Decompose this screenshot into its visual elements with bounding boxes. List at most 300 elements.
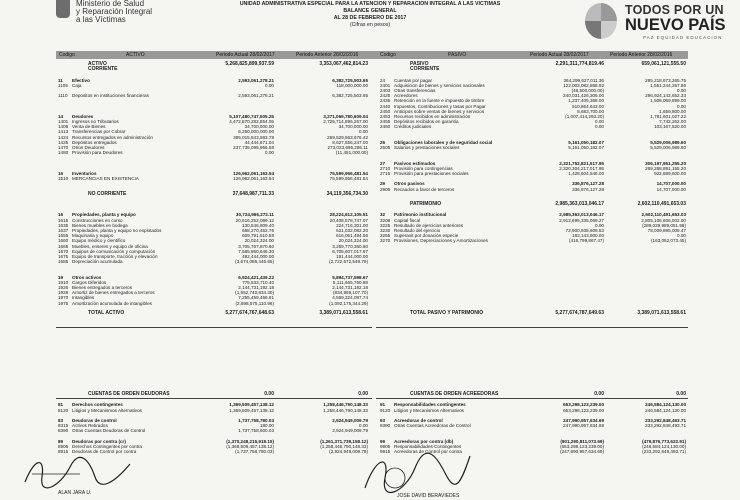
previous-period-value: (233,292,649,493.71) bbox=[642, 449, 686, 455]
account-name: Otros Deudores bbox=[72, 145, 105, 150]
previous-period-value: 2,924,949,009.79 bbox=[332, 428, 368, 434]
account-name: Activos Retirados bbox=[72, 423, 108, 429]
previous-period-value: 2,144,731,192.18 bbox=[332, 285, 368, 291]
current-period-value: 364,299,627,011.36 bbox=[563, 77, 604, 83]
previous-period-value: 521,032,082.20 bbox=[336, 228, 368, 233]
previous-period-value: 3,389,071,613,558.61 bbox=[637, 310, 686, 316]
previous-period-value: 1,508,069,899.00 bbox=[650, 98, 686, 104]
account-name: Maquinaria y equipo bbox=[72, 233, 114, 239]
account-code: 19 bbox=[58, 274, 64, 280]
account-name: Propiedades, planta y equipo bbox=[72, 212, 136, 218]
account-code: 2460 bbox=[380, 124, 391, 130]
account-code: 8905 bbox=[58, 443, 69, 449]
account-name: Equipo médico y científico bbox=[72, 238, 126, 244]
account-code: 2436 bbox=[380, 98, 391, 104]
previous-period-value: 191,444,000.00 bbox=[336, 253, 368, 259]
account-code: 1660 bbox=[58, 238, 69, 244]
account-name: Acreedoras de Control por contra bbox=[394, 449, 462, 455]
current-period-value: 30,724,966,272.11 bbox=[235, 212, 274, 218]
current-period-value: 122,003,082,868.92 bbox=[563, 82, 604, 88]
previous-period-value: 5,529,006,989.60 bbox=[650, 139, 686, 145]
previous-period-value: 75,599,956,481.54 bbox=[329, 170, 368, 176]
account-name: Caja bbox=[72, 82, 82, 88]
account-code: 1413 bbox=[58, 129, 69, 135]
liabilities-code-header: Codigo bbox=[380, 52, 396, 58]
account-code: 32 bbox=[380, 212, 386, 218]
current-period-value: (247,990,957,634.69) bbox=[560, 449, 604, 455]
current-period-value: 44,444,671.04 bbox=[244, 139, 274, 145]
assets-name-header: ACTIVO bbox=[126, 52, 145, 58]
current-period-value: 247,990,957,634.69 bbox=[563, 423, 604, 429]
account-code: 1637 bbox=[58, 228, 69, 233]
current-period-value: 1,237,405,368.00 bbox=[568, 98, 604, 104]
previous-period-value: 7,742,262.00 bbox=[659, 119, 686, 125]
account-name: Resultado de ejercicios anteriores bbox=[394, 222, 464, 228]
account-code: 2715 bbox=[380, 170, 391, 176]
current-period-value: 0.00 bbox=[595, 119, 604, 125]
account-name: NO CORRIENTE bbox=[88, 190, 127, 197]
account-name: Bienes muebles en bodega bbox=[72, 222, 128, 228]
current-period-value: 653,298,123,239.00 bbox=[563, 402, 604, 408]
current-period-value: 72,900,935,608.53 bbox=[565, 228, 604, 233]
account-name: Cargos Diferidos bbox=[72, 279, 107, 285]
previous-period-value: 3,271,069,780,609.04 bbox=[323, 113, 368, 119]
previous-period-value: 1,258,446,790,148.33 bbox=[323, 402, 368, 408]
current-period-value: 2,593,061,278.21 bbox=[238, 93, 274, 99]
account-code: 1655 bbox=[58, 233, 69, 239]
current-period-value: 126,962,061,163.54 bbox=[233, 170, 274, 176]
account-code: 1615 bbox=[58, 217, 69, 223]
previous-period-value: 0.00 bbox=[359, 129, 368, 135]
previous-period-value: (2,722,572,549.79) bbox=[329, 259, 368, 265]
account-name: Anticipos sobre ventas de bienes y servicios bbox=[394, 108, 485, 114]
account-code: 8315 bbox=[58, 423, 69, 429]
previous-period-value: (834,969,107.70) bbox=[333, 290, 368, 296]
account-code: 89 bbox=[58, 438, 64, 444]
current-period-value: 180.00 bbox=[259, 423, 274, 429]
current-period-value: 510,864,643.00 bbox=[572, 103, 604, 109]
account-code: 1910 bbox=[58, 279, 69, 285]
account-code: 93 bbox=[380, 417, 386, 423]
previous-period-value: 273,023,695,286.11 bbox=[327, 145, 368, 150]
account-code: 9390 bbox=[380, 423, 391, 429]
current-period-value: 126,962,061,163.54 bbox=[233, 176, 274, 182]
account-code: 9915 bbox=[380, 449, 391, 455]
account-name: Recaudos a favor de terceros bbox=[394, 186, 455, 192]
current-period-value: 4,472,870,282,854.05 bbox=[229, 119, 274, 125]
account-code: 81 bbox=[58, 402, 64, 408]
previous-period-value: 2,725,714,896,267.00 bbox=[323, 119, 368, 125]
account-name: CORRIENTE bbox=[88, 66, 118, 73]
account-name: Provisión para prestaciones sociales bbox=[394, 170, 469, 176]
current-period-value: (653,298,123,239.00) bbox=[560, 443, 604, 449]
slogan-line1: TODOS POR UN bbox=[625, 3, 724, 17]
account-code: 3208 bbox=[380, 217, 391, 223]
account-code: 2450 bbox=[380, 108, 391, 114]
account-name: Responsabilidades contingentes bbox=[394, 402, 466, 408]
account-code: 1425 bbox=[58, 139, 69, 145]
previous-period-value: 5,111,665,760.88 bbox=[332, 279, 368, 285]
previous-period-value: 5,529,006,989.60 bbox=[650, 145, 686, 150]
account-code: 1510 bbox=[58, 176, 69, 182]
debit-orden-rule bbox=[56, 398, 372, 399]
current-period-value: (1,552,740,834.30) bbox=[235, 290, 274, 296]
account-name: Equipos de comunicación y computación bbox=[72, 248, 156, 254]
previous-period-value: 3,389,071,613,558.61 bbox=[319, 310, 368, 316]
current-period-value: 5,107,480,747,505.25 bbox=[229, 113, 274, 119]
left-logo-line3: a las Víctimas bbox=[76, 15, 126, 24]
account-name: Transferencias por Cobrar bbox=[72, 129, 126, 135]
account-name: Otros pasivos bbox=[394, 181, 425, 187]
current-period-value: 1,369,509,457,138.12 bbox=[229, 402, 274, 408]
account-code: 3225 bbox=[380, 222, 391, 228]
account-name: Ingresos no Tributarios bbox=[72, 119, 119, 125]
slogan-line3: PAZ EQUIDAD EDUCACION bbox=[643, 35, 723, 40]
current-period-value: 183,143,800.00 bbox=[572, 233, 604, 239]
current-period-value: 336,876,127.28 bbox=[572, 181, 604, 187]
account-name: Acreedoras por contra (db) bbox=[394, 438, 454, 444]
account-name: Otros activos bbox=[72, 274, 102, 280]
current-period-value: 609,791,510.58 bbox=[242, 233, 274, 239]
account-name: Venta de Bienes bbox=[72, 124, 106, 130]
left-logo-line1: Ministerio de Salud bbox=[76, 0, 145, 8]
coat-of-arms-logo bbox=[56, 0, 70, 18]
assets-current-period-header: Periodo Actual 28/02/2017 bbox=[216, 52, 275, 58]
current-period-value: 2,144,731,192.18 bbox=[238, 285, 274, 291]
account-code: 83 bbox=[58, 417, 64, 423]
current-period-value: 3,705,767,870.60 bbox=[238, 243, 274, 249]
account-name: Inventarios bbox=[72, 170, 97, 176]
previous-period-value: (246,584,124,130.00) bbox=[642, 443, 686, 449]
previous-period-value: 285,218,673,265.75 bbox=[645, 77, 686, 83]
previous-period-value: 246,584,124,130.00 bbox=[645, 402, 686, 408]
account-name: Propiedades, planta y equipo no explotados bbox=[72, 228, 162, 233]
title-block bbox=[220, 1, 520, 29]
account-code: 1406 bbox=[58, 124, 69, 130]
current-period-value: 5,161,050,182.07 bbox=[568, 139, 604, 145]
account-name: Litigios y Mecanismos Alternativos bbox=[72, 407, 142, 413]
account-name: Depósitos recibidos en garantía bbox=[394, 119, 459, 125]
account-code: 1110 bbox=[58, 93, 68, 99]
previous-period-value: 259,529,563,676.42 bbox=[327, 134, 368, 140]
account-code: 2403 bbox=[380, 87, 391, 93]
previous-period-value: 296,924,142,652.33 bbox=[645, 93, 686, 99]
account-name: CUENTAS DE ORDEN DEUDORAS bbox=[88, 391, 170, 397]
current-period-value: 37,648,987,711.33 bbox=[232, 190, 274, 197]
account-name: PATRIMONIO bbox=[410, 201, 442, 208]
current-period-value: 20,024,324.00 bbox=[244, 238, 274, 244]
account-name: Recursos recibidos en administración bbox=[394, 113, 471, 119]
account-code: 1665 bbox=[58, 243, 69, 249]
account-code: 15 bbox=[58, 170, 64, 176]
current-period-value: 5,277,674,787,649.63 bbox=[555, 310, 604, 316]
current-period-value: 2,320,304,217,017.95 bbox=[559, 165, 604, 171]
current-period-value: (46,500,000.00) bbox=[571, 87, 604, 93]
account-code: 2710 bbox=[380, 165, 391, 171]
account-code: 3270 bbox=[380, 238, 391, 244]
account-code: 1926 bbox=[58, 285, 69, 291]
government-slogan-logo bbox=[585, 3, 735, 43]
previous-period-value: 14,707,000.00 bbox=[656, 181, 686, 187]
account-code: 16 bbox=[58, 212, 64, 218]
account-name: Provisiones, Depreciaciones y Amortizaciones bbox=[394, 238, 488, 244]
previous-period-value: 34,119,356,734.30 bbox=[326, 190, 368, 197]
account-name: Intangibles bbox=[72, 295, 95, 301]
previous-period-value: (1,261,371,739,158.12) bbox=[320, 438, 368, 444]
previous-period-value: 3,259,770,360.80 bbox=[332, 243, 368, 249]
credit-orden-rule bbox=[376, 398, 688, 399]
previous-period-value: 269,268,891,155.20 bbox=[645, 165, 686, 171]
liabilities-previous-period-header: Periodo Anterior 28/02/2016 bbox=[610, 52, 673, 58]
ministry-logo-text bbox=[76, 0, 152, 24]
account-code: 1105 bbox=[58, 82, 68, 88]
previous-period-value: 4,569,324,097.74 bbox=[332, 295, 368, 301]
table-row bbox=[380, 311, 688, 316]
account-name: Créditos judiciales bbox=[394, 124, 432, 130]
current-period-value: 0.00 bbox=[264, 391, 274, 397]
previous-period-value: 78,009,895,009.47 bbox=[647, 228, 686, 233]
current-period-value: 492,444,000.00 bbox=[242, 253, 274, 259]
account-code: 1675 bbox=[58, 253, 69, 259]
account-name: Bienes entregados a terceros bbox=[72, 285, 133, 291]
report-date: AL 28 DE FEBRERO DE 2017 bbox=[333, 15, 407, 21]
current-period-value: 336,876,127.28 bbox=[572, 186, 604, 192]
account-name: Otras Cuentas Acreedoras de Control bbox=[394, 423, 471, 429]
previous-period-value: 75,599,956,481.54 bbox=[329, 176, 368, 182]
account-name: Provisión para contingencias bbox=[394, 165, 453, 171]
current-period-value: 2,985,363,013,046.17 bbox=[559, 212, 604, 218]
account-code: 14 bbox=[58, 113, 64, 119]
current-period-value: 247,990,957,634.69 bbox=[563, 417, 604, 423]
total-assets-rule bbox=[56, 327, 372, 328]
current-period-value: 7,585,860,646.30 bbox=[238, 248, 274, 254]
credit-memorandum-accounts-table bbox=[380, 392, 688, 454]
current-period-value: 385,015,543,583.78 bbox=[233, 134, 274, 140]
previous-period-value: (479,876,773,622.91) bbox=[642, 438, 686, 444]
current-period-value: 2,291,311,774,819.46 bbox=[555, 61, 604, 67]
account-code: 2401 bbox=[380, 82, 391, 88]
account-code: 1975 bbox=[58, 300, 69, 306]
current-period-value: 0.00 bbox=[594, 391, 604, 397]
account-code: 2440 bbox=[380, 103, 391, 109]
account-code: 1401 bbox=[58, 119, 69, 125]
current-period-value: 20,616,252,089.12 bbox=[235, 217, 274, 223]
account-code: 9120 bbox=[380, 407, 391, 413]
previous-period-value: (163,052,073.45) bbox=[651, 238, 686, 244]
current-period-value: 1,428,604,546.00 bbox=[568, 170, 604, 176]
current-period-value: 5,277,674,767,648.63 bbox=[225, 310, 274, 316]
current-period-value: (901,290,811,073.69) bbox=[560, 438, 604, 444]
account-code: 2425 bbox=[380, 93, 391, 99]
previous-period-value: 6,705,607,017.97 bbox=[332, 248, 368, 254]
assets-column-header bbox=[56, 51, 374, 59]
table-row bbox=[58, 311, 374, 316]
current-period-value: (2,698,575,110.96) bbox=[235, 300, 274, 306]
account-name: CORRIENTE bbox=[410, 66, 440, 73]
liabilities-name-header: PASIVO bbox=[448, 52, 467, 58]
current-period-value: 2,912,695,335,069.27 bbox=[559, 217, 604, 223]
previous-period-value: 233,292,848,493.71 bbox=[645, 417, 686, 423]
previous-period-value: 28,224,612,105.51 bbox=[329, 212, 368, 218]
account-code: 1970 bbox=[58, 295, 69, 301]
liabilities-equity-table bbox=[380, 62, 688, 316]
current-period-value: 130,546,809.40 bbox=[242, 222, 274, 228]
previous-period-value: (1,092,175,344.29) bbox=[329, 300, 368, 306]
current-period-value: (3,674,086,446.65) bbox=[235, 259, 274, 265]
account-code: 8915 bbox=[58, 449, 69, 455]
current-period-value: 1,737,758,780.03 bbox=[238, 417, 274, 423]
account-name: Responsabilidades Contingentes bbox=[394, 443, 462, 449]
previous-period-value: 0.00 bbox=[359, 423, 368, 429]
account-code: 25 bbox=[380, 139, 386, 145]
account-name: Superavit por donación especie bbox=[394, 233, 459, 239]
account-name: Patrimonio institucional bbox=[394, 212, 447, 218]
liabilities-column-header bbox=[374, 51, 688, 59]
account-name: Derechos contingentes bbox=[72, 402, 123, 408]
previous-period-value: 659,061,121,555.50 bbox=[641, 61, 686, 67]
current-period-value: 1,737,758,600.03 bbox=[238, 428, 274, 434]
current-period-value: 6,924,421,439.22 bbox=[238, 274, 274, 280]
current-period-value: 237,735,095,956.58 bbox=[233, 145, 274, 150]
total-liabilities-rule bbox=[376, 327, 688, 328]
previous-period-value: 2,602,110,491,653.03 bbox=[637, 201, 686, 208]
previous-period-value: 233,292,848,493.71 bbox=[645, 423, 686, 429]
account-name: Amortiz de bienes entregados a terceros bbox=[72, 290, 155, 296]
current-period-value: 775,533,710.40 bbox=[242, 279, 274, 285]
account-code: 2505 bbox=[380, 145, 391, 150]
previous-period-value: 14,707,000.00 bbox=[656, 186, 686, 192]
account-name: Deudoras de Control por contra bbox=[72, 449, 137, 455]
previous-period-value: 8,627,556,247.00 bbox=[332, 139, 368, 145]
account-name: Otras Cuentas Deudoras de Control bbox=[72, 428, 146, 434]
current-period-value: 0.00 bbox=[265, 82, 274, 88]
current-period-value: 2,985,363,013,046.17 bbox=[555, 201, 604, 208]
previous-period-value: 1,258,446,790,148.33 bbox=[323, 407, 368, 413]
report-units: (Cifras en pesos) bbox=[349, 22, 391, 28]
current-period-value: 34,700,000.00 bbox=[244, 124, 274, 130]
account-name: Litigios y Mecanismos Alternativos bbox=[394, 407, 464, 413]
account-name: Muebles, enseres y equipo de oficina bbox=[72, 243, 148, 249]
account-name: PASIVO bbox=[410, 61, 429, 67]
current-period-value: 2,593,061,278.21 bbox=[238, 77, 274, 83]
account-code: 24 bbox=[380, 77, 386, 83]
account-code: 1470 bbox=[58, 145, 69, 150]
previous-period-value: 2,924,949,009.79 bbox=[332, 417, 368, 423]
account-name: Retención en la fuente e impuesto de timbre bbox=[394, 98, 485, 104]
account-name: Provisión para Deudores bbox=[72, 150, 123, 156]
account-name: Recursos entregados en administración bbox=[72, 134, 153, 140]
account-code: 2905 bbox=[380, 186, 391, 192]
assets-previous-period-header: Periodo Anterior 28/02/2016 bbox=[296, 52, 359, 58]
account-name: Resultado del ejercicio bbox=[394, 228, 441, 233]
account-name: Equipo de transporte, tracción y elevación bbox=[72, 253, 158, 259]
previous-period-value: 2,805,106,606,002.00 bbox=[641, 217, 686, 223]
account-code: 8390 bbox=[58, 428, 69, 434]
previous-period-value: (2,924,949,009.79) bbox=[329, 449, 368, 455]
account-name: ACTIVO bbox=[88, 61, 107, 67]
previous-period-value: 2,602,110,491,653.03 bbox=[641, 212, 686, 218]
previous-period-value: 0.00 bbox=[676, 391, 686, 397]
account-name: Adquisicion de bienes y servicios nacionales bbox=[394, 82, 485, 88]
current-period-value: 1,369,509,457,138.12 bbox=[229, 407, 274, 413]
current-period-value: 0.00 bbox=[595, 222, 604, 228]
current-period-value: (1,737,758,780.03) bbox=[235, 449, 274, 455]
previous-period-value: 246,584,124,130.00 bbox=[645, 407, 686, 413]
entity-title: UNIDAD ADMINISTRATIVA ESPECIAL PARA LA ATENCION Y REPARACION INTEGRAL A LAS VICTIMAS bbox=[239, 1, 501, 7]
previous-period-value: (11,451,000.00) bbox=[335, 150, 368, 156]
previous-period-value: 306,197,951,255.20 bbox=[645, 160, 686, 166]
account-name: Construcciones en curso bbox=[72, 217, 123, 223]
account-name: Acreedoras de control bbox=[394, 417, 443, 423]
current-period-value: 653,298,123,239.00 bbox=[563, 407, 604, 413]
account-code: 91 bbox=[380, 402, 386, 408]
account-code: 2455 bbox=[380, 119, 391, 125]
account-name: Impuestos, Contribuciones y tasas por Pagar bbox=[394, 103, 486, 109]
account-code: 1635 bbox=[58, 222, 69, 228]
right-signatory-name: JOSE DAVID BERAVIEDES bbox=[397, 493, 460, 499]
account-name: TOTAL ACTIVO bbox=[88, 310, 125, 316]
slogan-line2: NUEVO PAÍS bbox=[625, 16, 726, 34]
current-period-value: (1,368,509,457,138.12) bbox=[226, 443, 274, 449]
account-code: 9905 bbox=[380, 443, 391, 449]
account-code: 3230 bbox=[380, 228, 391, 233]
previous-period-value: 20,408,578,747.07 bbox=[329, 217, 368, 223]
previous-period-value: 0.00 bbox=[677, 103, 686, 109]
report-subtitle: BALANCE GENERAL bbox=[343, 8, 397, 14]
previous-period-value: 0.00 bbox=[358, 391, 368, 397]
account-name: Pasivos estimados bbox=[394, 160, 436, 166]
account-name: Depreciación acumulada bbox=[72, 259, 123, 265]
account-name: Obligaciones laborales y de seguridad social bbox=[394, 139, 493, 145]
current-period-value: 6,250,000,000.00 bbox=[238, 129, 274, 135]
account-name: Capital fiscal bbox=[394, 217, 421, 223]
debit-memorandum-accounts-table bbox=[58, 392, 374, 454]
account-name: Efectivo bbox=[72, 77, 90, 83]
account-name: MERCANCIAS EN EXISTENCIA bbox=[72, 176, 139, 182]
account-name: Depósitos entregados bbox=[72, 139, 117, 145]
account-code: 1928 bbox=[58, 290, 69, 296]
account-name: Cuentas por pagar bbox=[394, 77, 433, 83]
right-signature-icon bbox=[355, 448, 475, 496]
account-name: Deudores bbox=[72, 113, 94, 119]
account-code: 27 bbox=[380, 160, 386, 166]
account-code: 1685 bbox=[58, 259, 69, 265]
previous-period-value: 6,382,725,503.65 bbox=[332, 93, 368, 99]
previous-period-value: 20,024,324.00 bbox=[338, 238, 368, 244]
account-name: Acreedores bbox=[394, 93, 418, 99]
current-period-value: 658,270,452.76 bbox=[242, 228, 274, 233]
assets-table bbox=[58, 62, 374, 316]
previous-period-value: 1,781,601,027.22 bbox=[650, 113, 686, 119]
account-name: Amortización acumulada de intangibles bbox=[72, 300, 152, 306]
account-code: 11 bbox=[58, 77, 63, 83]
previous-period-value: 224,716,301.00 bbox=[336, 222, 368, 228]
account-code: 8120 bbox=[58, 407, 69, 413]
account-name: TOTAL PASIVO Y PATRIMONIO bbox=[410, 310, 484, 316]
previous-period-value: 3,353,067,462,814.23 bbox=[319, 61, 368, 67]
account-name: Depositos en instituciones financieras bbox=[72, 93, 149, 99]
left-signatory-name: ALAN JARA U. bbox=[58, 490, 92, 496]
current-period-value: 240,031,426,306.00 bbox=[563, 93, 604, 99]
account-code: 1424 bbox=[58, 134, 69, 140]
account-name: Salarios y prestaciones sociales bbox=[394, 145, 460, 150]
current-period-value: 8,683,700.00 bbox=[577, 108, 604, 114]
previous-period-value: 118,000,000.00 bbox=[336, 82, 368, 88]
current-period-value: 2,321,752,821,517.95 bbox=[559, 160, 604, 166]
previous-period-value: 1,551,244,267.86 bbox=[650, 82, 686, 88]
current-period-value: 5,161,050,182.07 bbox=[568, 145, 604, 150]
liabilities-current-period-header: Periodo Actual 28/02/2017 bbox=[530, 52, 589, 58]
